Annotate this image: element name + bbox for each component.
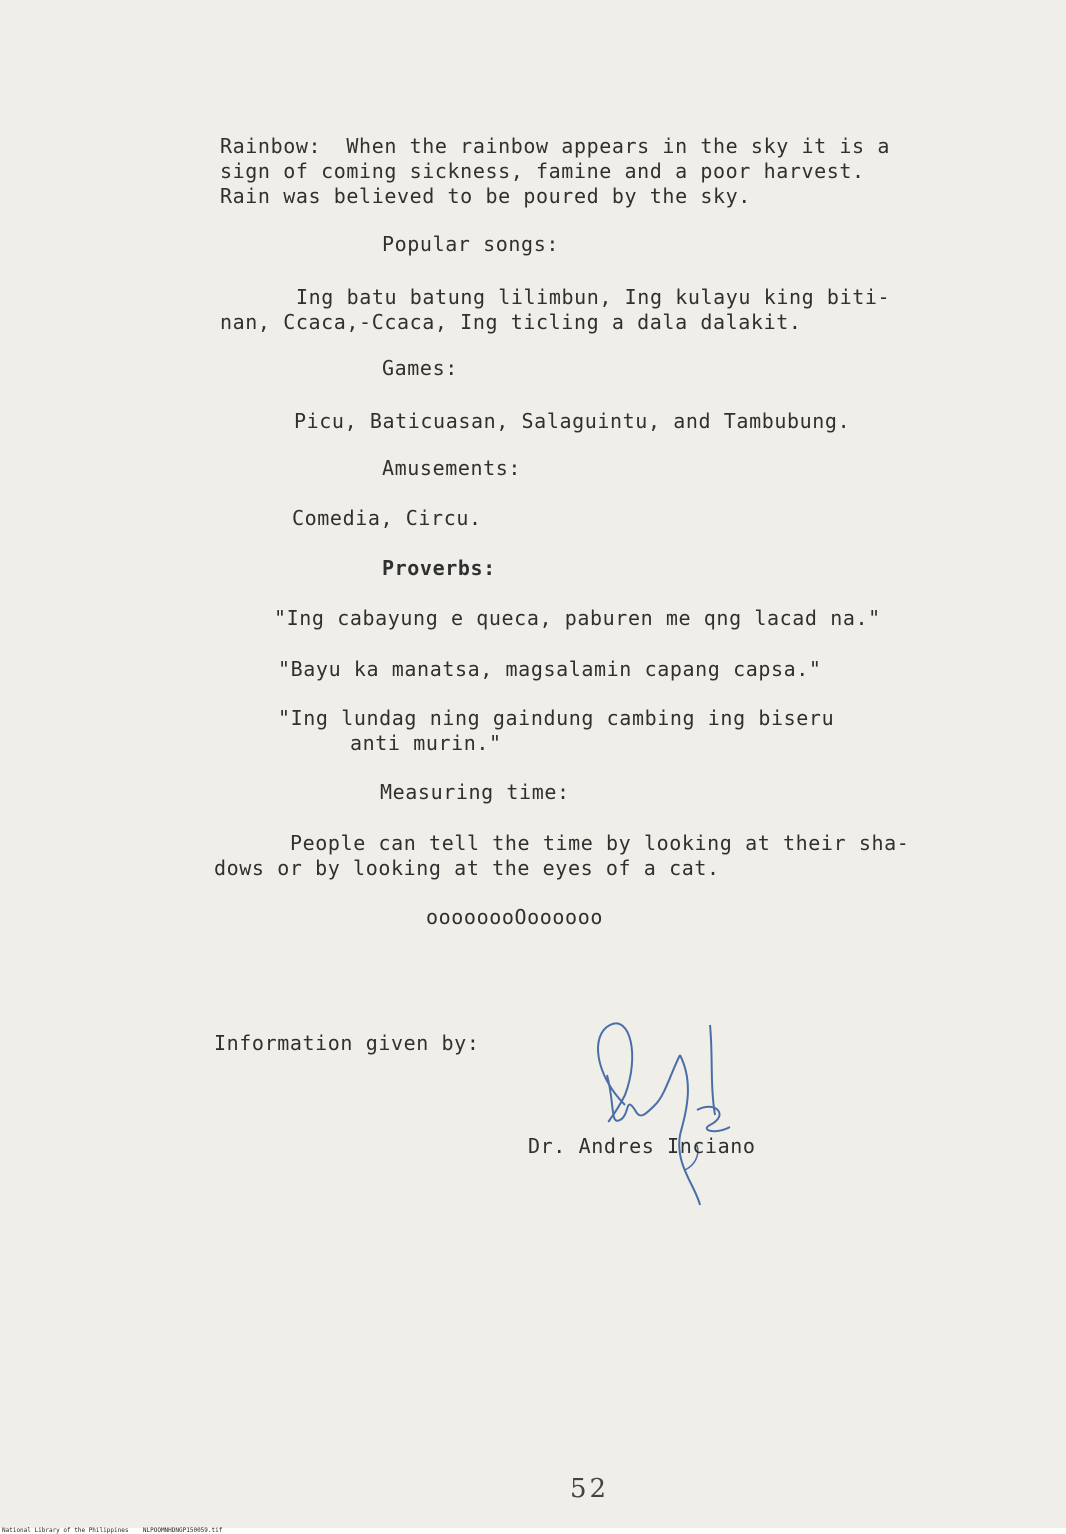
amusements-text: Comedia, Circu. bbox=[292, 506, 482, 530]
time-line-2: dows or by looking at the eyes of a cat. bbox=[214, 856, 720, 880]
rainbow-line-2: sign of coming sickness, famine and a poor harvest. bbox=[220, 159, 865, 183]
time-line-1: People can tell the time by looking at their sha- bbox=[290, 831, 910, 855]
songs-line-2: nan, Ccaca,-Ccaca, Ing ticling a dala dalakit. bbox=[220, 310, 802, 334]
informant-name: Dr. Andres Inciano bbox=[528, 1134, 756, 1158]
games-text: Picu, Baticuasan, Salaguintu, and Tambubung. bbox=[294, 409, 851, 433]
signature-graphic bbox=[585, 1015, 745, 1215]
proverb-3-line-1: "Ing lundag ning gaindung cambing ing biseru bbox=[278, 706, 835, 730]
amusements-heading: Amusements: bbox=[382, 456, 522, 480]
rainbow-line-3: Rain was believed to be poured by the sky. bbox=[220, 184, 751, 208]
proverb-1: "Ing cabayung e queca, paburen me qng lacad na." bbox=[274, 606, 881, 630]
games-heading: Games: bbox=[382, 356, 458, 380]
proverbs-heading: Proverbs: bbox=[382, 556, 496, 580]
rainbow-line-1: Rainbow: When the rainbow appears in the sky it is a bbox=[220, 134, 890, 158]
info-label: Information given by: bbox=[214, 1031, 480, 1055]
songs-heading: Popular songs: bbox=[382, 232, 559, 256]
proverb-3-line-2: anti murin." bbox=[350, 731, 502, 755]
separator-line: oooooooOoooooo bbox=[426, 905, 603, 929]
songs-line-1: Ing batu batung lilimbun, Ing kulayu king biti- bbox=[296, 285, 891, 309]
proverb-2: "Bayu ka manatsa, magsalamin capang capsa." bbox=[278, 657, 822, 681]
time-heading: Measuring time: bbox=[380, 780, 570, 804]
archive-footer: National Library of the Philippines NLPOOMNHDNGP150059.tif bbox=[0, 1528, 1066, 1534]
page-number: 52 bbox=[570, 1474, 610, 1504]
